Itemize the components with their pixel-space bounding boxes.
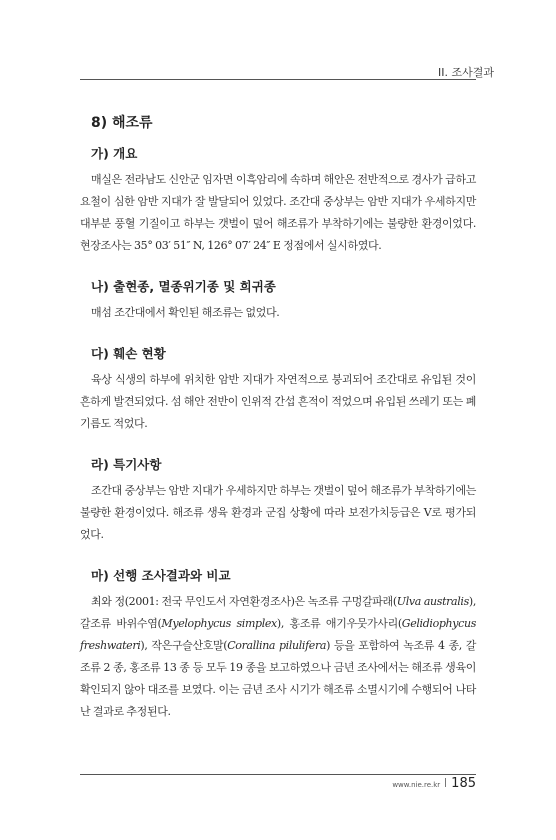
comparison-text-3: ), 홍조류 애기우뭇가사리( bbox=[276, 617, 402, 630]
subsection-text-species: 매섬 조간대에서 확인된 해조류는 없었다. bbox=[91, 306, 280, 319]
species-gelidiophycus-freshwateri: Gelidiophycus freshwateri bbox=[80, 617, 476, 652]
comparison-text-4: ), 작은구슬산호말( bbox=[140, 639, 228, 652]
page-content bbox=[80, 112, 476, 723]
subsection-title-overview: 가) 개요 bbox=[91, 146, 138, 161]
species-ulva-australis: Ulva australis bbox=[396, 595, 469, 608]
species-corallina-pilulifera: Corallina pilulifera bbox=[227, 639, 327, 652]
header-rule bbox=[80, 79, 476, 80]
subsection-title-damage: 다) 훼손 현황 bbox=[91, 346, 166, 361]
subsection-title-species: 나) 출현종, 멸종위기종 및 희귀종 bbox=[91, 279, 276, 294]
subsection-text-comparison bbox=[80, 591, 476, 723]
section-title: 8) 해조류 bbox=[91, 115, 153, 131]
species-myelophycus-simplex: Myelophycus simplex bbox=[161, 617, 277, 630]
subsection-text-damage: 육상 식생의 하부에 위치한 암반 지대가 자연적으로 붕괴되어 조간대로 유입된 것이 흔하게 발견되었다. 섬 해안 전반이 인위적 간섭 흔적이 적었으며 유입된 쓰레기 또는 폐기름도 적었다. bbox=[80, 373, 476, 430]
footer-url: www.nie.re.kr bbox=[392, 781, 441, 789]
subsection-text-notes: 조간대 중상부는 암반 지대가 우세하지만 하부는 갯벌이 덮어 해조류가 부착하기에는 불량한 환경이었다. 해조류 생육 환경과 군집 상황에 따라 보전가치등급은 V로 평가되었다. bbox=[80, 484, 476, 541]
subsection-title-notes: 라) 특기사항 bbox=[91, 457, 162, 472]
footer-separator bbox=[445, 778, 446, 787]
page-footer bbox=[392, 776, 476, 791]
chapter-label: II. 조사결과 bbox=[438, 66, 494, 79]
comparison-text-2: ), 갈조류 바위수염( bbox=[80, 595, 476, 630]
comparison-text-1: 최와 정(2001: 전국 무인도서 자연환경조사)은 녹조류 구멍갈파래( bbox=[91, 595, 397, 608]
page-number: 185 bbox=[451, 776, 476, 791]
subsection-text-overview: 매실은 전라남도 신안군 임자면 이흑암리에 속하며 해안은 전반적으로 경사가 급하고 요철이 심한 암반 지대가 잘 발달되어 있었다. 조간대 중상부는 암반 지대가 우세하지만 대부분 풍혈 기질이고 하부는 갯벌이 덮어 해조류가 부착하기에는 불량한 환경이었다. 현장조사는 35° 03′ 51″ N, 126° 07′ 24″ E 정점에서 실시하였다. bbox=[80, 173, 476, 252]
subsection-title-comparison: 마) 선행 조사결과와 비교 bbox=[91, 568, 231, 583]
comparison-text-5: ) 등을 포함하여 녹조류 4 종, 갈조류 2 종, 홍조류 13 종 등 모두 19 종을 보고하였으나 금년 조사에서는 해조류 생육이 확인되지 않아 대조를 보였다. 이는 금년 조사 시기가 해조류 소멸시기에 수행되어 나타난 결과로 추정된다. bbox=[80, 639, 476, 718]
footer-rule bbox=[80, 774, 476, 775]
